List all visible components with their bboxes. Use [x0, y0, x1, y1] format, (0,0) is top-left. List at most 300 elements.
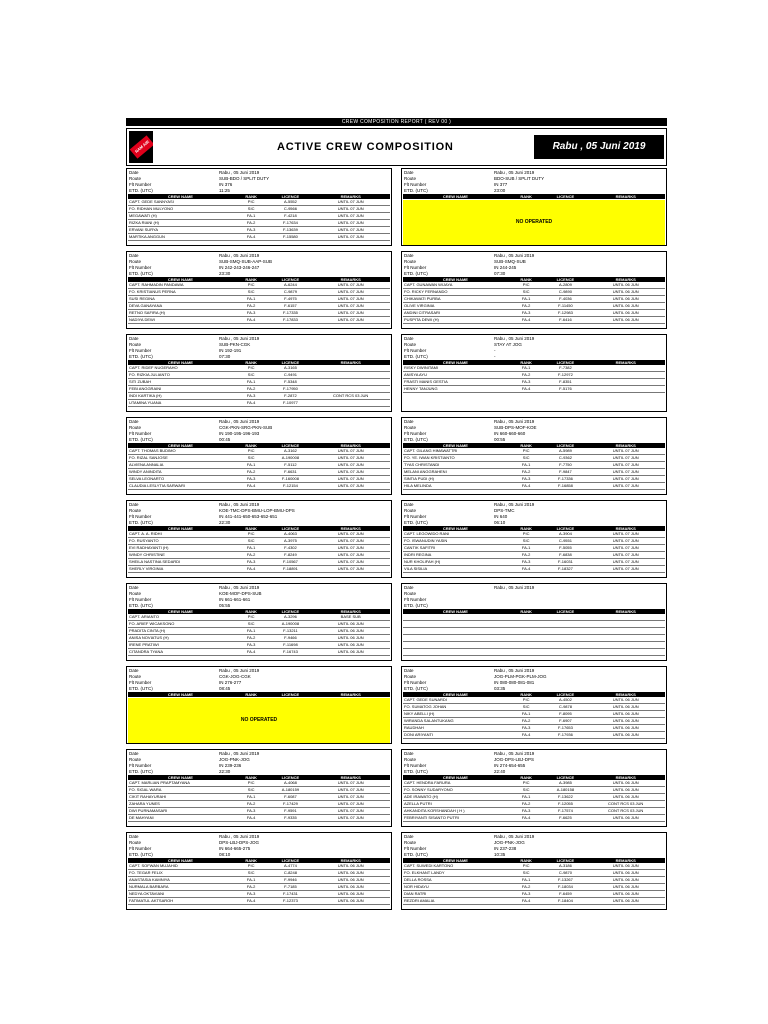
- crew-name: DONI ARIYANTI: [403, 732, 508, 739]
- crew-rank: PIC: [508, 448, 545, 455]
- crew-name: CAPT. GEDE SANNYASI: [128, 199, 233, 206]
- crew-name: SHERLY VIRGINIA: [128, 566, 233, 573]
- col-rank: RANK: [233, 526, 270, 531]
- crew-rank: FA-4: [233, 815, 270, 822]
- col-remarks: REMARKS: [311, 360, 390, 365]
- crew-licence: F-12983: [544, 310, 586, 317]
- info-label: Date: [404, 585, 414, 590]
- crew-rank: FA-3: [233, 476, 270, 483]
- crew-remarks: UNTIL 07 JUN: [311, 559, 390, 566]
- crew-rank: FA-3: [233, 642, 270, 649]
- flight-route: JOG-DPS-LBJ-DPS: [494, 757, 535, 762]
- crew-name: CIKIT RAHAYURAHI: [128, 794, 233, 801]
- flight-panel: [126, 666, 392, 744]
- crew-rank: SIC: [233, 289, 270, 296]
- crew-remarks: UNTIL 06 JUN: [586, 870, 665, 877]
- crew-licence: F-5112: [269, 462, 311, 469]
- flight-panel: [126, 334, 392, 412]
- info-label: Route: [404, 674, 417, 679]
- flight-number: IN 441-441-650-653-652-651: [219, 514, 278, 519]
- info-label: Flt Number: [129, 680, 152, 685]
- table-row: [128, 289, 390, 296]
- no-operated-banner: NO OPERATED: [403, 200, 665, 245]
- col-licence: LICENCE: [544, 526, 586, 531]
- flight-route: JOG-PLM-PGK-PLM-JOG: [494, 674, 547, 679]
- crew-rank: FA-2: [233, 552, 270, 559]
- crew-rank: [508, 621, 545, 628]
- table-row: [403, 296, 665, 303]
- crew-name: RETNO SAFIRA (H): [128, 310, 233, 317]
- crew-rank: [508, 649, 545, 656]
- crew-remarks: [586, 642, 665, 649]
- crew-remarks: UNTIL 06 JUN: [311, 635, 390, 642]
- crew-remarks: UNTIL 06 JUN: [311, 877, 390, 884]
- crew-rank: FA-2: [508, 884, 545, 891]
- crew-rank: FA-2: [508, 469, 545, 476]
- crew-name: CAPT. GILANG HIMAWATTRI: [403, 448, 508, 455]
- crew-rank: FA-2: [508, 552, 545, 559]
- crew-rank: FA-3: [233, 891, 270, 898]
- flight-date: Rabu , 05 Juni 2019: [219, 170, 260, 175]
- crew-table-header: [403, 194, 665, 199]
- flight-etd: 03:35: [494, 686, 506, 691]
- info-label: Route: [129, 840, 142, 845]
- crew-rank: PIC: [233, 448, 270, 455]
- flight-panel: [126, 749, 392, 827]
- flight-number: IN 237-238: [494, 846, 517, 851]
- crew-remarks: UNTIL 06 JUN: [586, 317, 665, 324]
- flight-route: DPS-LBJ-DPS-JOG: [219, 840, 260, 845]
- crew-name: [403, 628, 508, 635]
- crew-rank: PIC: [508, 531, 545, 538]
- crew-remarks: UNTIL 06 JUN: [311, 621, 390, 628]
- crew-rank: FA-3: [233, 227, 270, 234]
- table-row: [403, 310, 665, 317]
- crew-remarks: UNTIL 06 JUN: [586, 815, 665, 822]
- crew-remarks: UNTIL 07 JUN: [586, 545, 665, 552]
- info-label: Route: [404, 591, 417, 596]
- crew-name: FO. RICKY FERNANDO: [403, 289, 508, 296]
- crew-remarks: UNTIL 06 JUN: [586, 787, 665, 794]
- flight-date: Rabu , 05 Juni 2019: [219, 253, 260, 258]
- table-row: [403, 628, 665, 635]
- info-label: ETD. (UTC): [404, 686, 428, 691]
- crew-rank: PIC: [508, 780, 545, 787]
- crew-table: [128, 194, 390, 241]
- crew-rank: FA-3: [233, 808, 270, 815]
- crew-licence: [544, 628, 586, 635]
- crew-rank: PIC: [508, 282, 545, 289]
- info-label: Flt Number: [129, 514, 152, 519]
- crew-licence: A-180158: [544, 787, 586, 794]
- crew-remarks: UNTIL 07 JUN: [586, 566, 665, 573]
- col-licence: LICENCE: [544, 443, 586, 448]
- table-row: [128, 372, 390, 379]
- crew-licence: A-4068: [269, 780, 311, 787]
- flight-date: Rabu , 05 Juni 2019: [219, 585, 260, 590]
- crew-name: NURMALA BARBARA: [128, 884, 233, 891]
- table-row: [403, 787, 665, 794]
- info-label: ETD. (UTC): [404, 603, 428, 608]
- crew-remarks: UNTIL 06 JUN: [586, 282, 665, 289]
- crew-rank: FA-1: [508, 365, 545, 372]
- crew-licence: F-6907: [544, 718, 586, 725]
- crew-licence: F-18404: [544, 898, 586, 905]
- flight-etd: 23:00: [494, 188, 506, 193]
- crew-rank: [508, 635, 545, 642]
- crew-licence: F-12055: [544, 801, 586, 808]
- flight-info: [129, 253, 389, 277]
- crew-rank: FA-1: [233, 794, 270, 801]
- flight-route: JOG-PNK-JOG: [494, 840, 525, 845]
- flight-panel: [401, 666, 667, 744]
- crew-rank: FA-2: [233, 635, 270, 642]
- crew-licence: F-9466: [269, 635, 311, 642]
- info-label: Flt Number: [404, 846, 427, 851]
- crew-remarks: UNTIL 07 JUN: [311, 476, 390, 483]
- crew-licence: A-3904: [544, 531, 586, 538]
- table-row: [403, 386, 665, 393]
- crew-table: [128, 692, 390, 697]
- crew-name: NEDYA OKTAVIANI: [128, 891, 233, 898]
- crew-name: ANISYA AYU: [403, 372, 508, 379]
- crew-rank: FA-1: [233, 296, 270, 303]
- logo-text: NAM AIR: [133, 139, 151, 154]
- col-licence: LICENCE: [269, 609, 311, 614]
- crew-table: [128, 858, 390, 905]
- page-title: ACTIVE CREW COMPOSITION: [277, 141, 454, 153]
- crew-rank: SIC: [508, 289, 545, 296]
- info-label: Flt Number: [404, 597, 427, 602]
- crew-remarks: [586, 649, 665, 656]
- info-label: Flt Number: [129, 763, 152, 768]
- col-crew-name: CREW NAME: [403, 194, 508, 199]
- table-row: [403, 884, 665, 891]
- crew-remarks: [586, 628, 665, 635]
- crew-rank: SIC: [233, 455, 270, 462]
- crew-licence: A-3162: [269, 448, 311, 455]
- info-label: Flt Number: [404, 182, 427, 187]
- crew-name: WIRANDA SALANTUKANG: [403, 718, 508, 725]
- info-label: Route: [129, 259, 142, 264]
- col-crew-name: CREW NAME: [128, 609, 233, 614]
- no-operated-banner: NO OPERATED: [128, 698, 390, 743]
- crew-name: VILA SISILIA: [403, 566, 508, 573]
- crew-rank: FA-3: [508, 379, 545, 386]
- crew-licence: F-17429: [269, 801, 311, 808]
- table-row: [403, 642, 665, 649]
- crew-licence: A-3975: [269, 538, 311, 545]
- crew-licence: C-9551: [544, 538, 586, 545]
- crew-licence: F-8351: [544, 379, 586, 386]
- info-label: Date: [129, 502, 139, 507]
- crew-name: SELVA LEONARTO: [128, 476, 233, 483]
- table-row: [403, 469, 665, 476]
- crew-rank: FA-4: [508, 732, 545, 739]
- info-label: ETD. (UTC): [404, 520, 428, 525]
- crew-name: FO. ISWANUDIN YASIN: [403, 538, 508, 545]
- crew-licence: F-17833: [269, 317, 311, 324]
- col-rank: RANK: [508, 858, 545, 863]
- col-crew-name: CREW NAME: [128, 526, 233, 531]
- info-label: Date: [404, 834, 414, 839]
- table-row: [128, 462, 390, 469]
- crew-name: DE MAHYANI: [128, 815, 233, 822]
- crew-remarks: UNTIL 07 JUN: [311, 455, 390, 462]
- crew-name: CAPT. ARIANTO: [128, 614, 233, 621]
- info-label: ETD. (UTC): [404, 769, 428, 774]
- crew-remarks: [586, 372, 665, 379]
- info-label: Route: [404, 342, 417, 347]
- info-label: ETD. (UTC): [404, 354, 428, 359]
- table-row: [128, 877, 390, 884]
- crew-name: CLAUDIA LESLYTIA SARWARI: [128, 483, 233, 490]
- flight-route: STAY AT JOG: [494, 342, 522, 347]
- col-remarks: REMARKS: [311, 858, 390, 863]
- crew-remarks: UNTIL 07 JUN: [586, 462, 665, 469]
- flight-number: IN 242-243-246-247: [219, 265, 260, 270]
- col-rank: RANK: [233, 692, 270, 697]
- crew-rank: FA-3: [508, 476, 545, 483]
- crew-remarks: UNTIL 06 JUN: [311, 870, 390, 877]
- crew-remarks: UNTIL 07 JUN: [311, 234, 390, 241]
- crew-rank: SIC: [508, 704, 545, 711]
- crew-name: ANISA NOVIATUS (H): [128, 635, 233, 642]
- table-row: [128, 794, 390, 801]
- crew-name: CHIKAWATI PURBA: [403, 296, 508, 303]
- table-row: [403, 545, 665, 552]
- col-rank: RANK: [508, 277, 545, 282]
- crew-remarks: CONT RCS 03 JUN: [586, 808, 665, 815]
- crew-licence: A-3186: [544, 863, 586, 870]
- table-row: [403, 704, 665, 711]
- crew-licence: F-18891: [269, 566, 311, 573]
- flight-number: IN 080-080-081-081: [494, 680, 535, 685]
- crew-licence: F-9946: [269, 877, 311, 884]
- col-crew-name: CREW NAME: [128, 277, 233, 282]
- crew-remarks: UNTIL 06 JUN: [311, 642, 390, 649]
- flight-route: JOG-PNK-JOG: [219, 757, 250, 762]
- flight-number: IN 190-195-196-193: [219, 431, 260, 436]
- crew-name: DELLA ROSSA: [403, 877, 508, 884]
- table-row: [403, 303, 665, 310]
- info-label: Date: [129, 336, 139, 341]
- crew-licence: F-10977: [269, 400, 311, 407]
- crew-rank: [508, 642, 545, 649]
- col-remarks: REMARKS: [311, 775, 390, 780]
- crew-licence: F-16858: [544, 483, 586, 490]
- table-row: [128, 628, 390, 635]
- crew-rank: SIC: [233, 538, 270, 545]
- flight-panel: [401, 749, 667, 827]
- crew-licence: F-16031: [544, 559, 586, 566]
- table-row: [128, 884, 390, 891]
- report-title-bar: CREW COMPOSITION REPORT ( REV 00 ): [126, 118, 667, 126]
- col-remarks: REMARKS: [586, 692, 665, 697]
- col-licence: LICENCE: [269, 526, 311, 531]
- table-row: [128, 317, 390, 324]
- flight-etd: 08:10: [219, 852, 231, 857]
- crew-name: FO. TEGAR FELIX: [128, 870, 233, 877]
- crew-rank: FA-3: [233, 559, 270, 566]
- col-remarks: REMARKS: [586, 858, 665, 863]
- col-rank: RANK: [233, 775, 270, 780]
- crew-name: CAPT. THOMAS BUDIMO: [128, 448, 233, 455]
- col-crew-name: CREW NAME: [403, 526, 508, 531]
- crew-licence: F-6625: [544, 815, 586, 822]
- col-remarks: REMARKS: [586, 360, 665, 365]
- crew-licence: F-9591: [269, 808, 311, 815]
- crew-licence: C-9491: [269, 372, 311, 379]
- table-row: [128, 808, 390, 815]
- col-remarks: REMARKS: [311, 692, 390, 697]
- info-label: Route: [129, 508, 142, 513]
- crew-name: HENNY TANJUNG: [403, 386, 508, 393]
- flight-route: CGK-JOG-CGK: [219, 674, 251, 679]
- crew-name: ALVIENA ANNALIA: [128, 462, 233, 469]
- crew-licence: A-2809: [544, 282, 586, 289]
- crew-rank: FA-2: [233, 303, 270, 310]
- flight-etd: -: [494, 354, 496, 359]
- table-row: [403, 808, 665, 815]
- crew-licence: C-9890: [544, 289, 586, 296]
- info-label: Date: [404, 751, 414, 756]
- crew-licence: F-17950: [269, 386, 311, 393]
- col-licence: LICENCE: [544, 609, 586, 614]
- flight-info: [129, 585, 389, 609]
- crew-remarks: UNTIL 07 JUN: [311, 469, 390, 476]
- table-row: [403, 538, 665, 545]
- crew-licence: F-6416: [544, 317, 586, 324]
- col-crew-name: CREW NAME: [128, 692, 233, 697]
- flight-info: [404, 668, 664, 692]
- crew-licence: F-17431: [269, 891, 311, 898]
- info-label: Route: [404, 425, 417, 430]
- crew-name: AZELLA PUTRI: [403, 801, 508, 808]
- table-row: [403, 877, 665, 884]
- table-row: [128, 227, 390, 234]
- flight-date: Rabu , 05 Juni 2019: [219, 834, 260, 839]
- crew-name: HILA MELINDA: [403, 483, 508, 490]
- crew-rank: SIC: [233, 870, 270, 877]
- col-remarks: REMARKS: [586, 526, 665, 531]
- crew-name: TYAS CHRISTANDI: [403, 462, 508, 469]
- crew-licence: F-6459: [544, 891, 586, 898]
- col-remarks: REMARKS: [311, 194, 390, 199]
- col-crew-name: CREW NAME: [403, 360, 508, 365]
- crew-licence: F-4218: [269, 213, 311, 220]
- crew-name: [403, 642, 508, 649]
- flight-route: SUB-SMQ-SUB-AAP-SUB: [219, 259, 273, 264]
- report-date: Rabu , 05 Juni 2019: [534, 135, 664, 159]
- crew-licence: F-9847: [544, 469, 586, 476]
- crew-remarks: UNTIL 06 JUN: [586, 794, 665, 801]
- info-label: Flt Number: [404, 680, 427, 685]
- flight-date: Rabu , 05 Juni 2019: [219, 751, 260, 756]
- flight-date: Rabu , 05 Juni 2019: [494, 751, 535, 756]
- info-label: Route: [404, 259, 417, 264]
- crew-licence: F-10567: [269, 559, 311, 566]
- table-row: [128, 552, 390, 559]
- crew-name: CITANDRA TYANA: [128, 649, 233, 656]
- info-label: ETD. (UTC): [404, 437, 428, 442]
- crew-remarks: UNTIL 06 JUN: [586, 704, 665, 711]
- flight-panel: [401, 583, 667, 661]
- crew-name: DWI PURNAMASARI: [128, 808, 233, 815]
- crew-rank: FA-2: [233, 220, 270, 227]
- crew-name: CAPT. RIDEF NUGERAHO: [128, 365, 233, 372]
- crew-licence: [544, 621, 586, 628]
- table-row: [128, 393, 390, 400]
- crew-table: [403, 443, 665, 490]
- flight-panel: [401, 832, 667, 910]
- crew-remarks: UNTIL 07 JUN: [311, 808, 390, 815]
- crew-remarks: UNTIL 06 JUN: [311, 898, 390, 905]
- info-label: ETD. (UTC): [129, 271, 153, 276]
- col-licence: LICENCE: [269, 858, 311, 863]
- flight-number: -: [494, 348, 496, 353]
- crew-licence: F-8249: [269, 552, 311, 559]
- crew-name: CAPT. MARLIAN PRAPTAMYANA: [128, 780, 233, 787]
- flight-info: [129, 336, 389, 360]
- crew-table: [128, 775, 390, 822]
- info-label: Route: [404, 176, 417, 181]
- crew-licence: F-12154: [269, 483, 311, 490]
- table-row: [403, 483, 665, 490]
- airline-logo: [129, 131, 153, 163]
- crew-remarks: UNTIL 07 JUN: [586, 469, 665, 476]
- crew-remarks: UNTIL 06 JUN: [311, 863, 390, 870]
- col-licence: LICENCE: [544, 775, 586, 780]
- crew-name: FO. ELKHANT LANDY: [403, 870, 508, 877]
- flight-panel: [401, 251, 667, 329]
- crew-table: [403, 526, 665, 573]
- crew-rank: FA-1: [233, 877, 270, 884]
- flight-info: [404, 419, 664, 443]
- table-row: [128, 891, 390, 898]
- flight-route: CGK-PKN-SRG-PKN-SUB: [219, 425, 273, 430]
- crew-remarks: UNTIL 06 JUN: [311, 628, 390, 635]
- info-label: ETD. (UTC): [404, 852, 428, 857]
- crew-remarks: UNTIL 06 JUN: [311, 891, 390, 898]
- crew-remarks: UNTIL 07 JUN: [311, 794, 390, 801]
- crew-rank: FA-1: [233, 213, 270, 220]
- crew-rank: FA-3: [508, 310, 545, 317]
- crew-rank: FA-4: [508, 386, 545, 393]
- crew-remarks: UNTIL 06 JUN: [586, 877, 665, 884]
- crew-rank: FA-4: [233, 400, 270, 407]
- col-crew-name: CREW NAME: [403, 609, 508, 614]
- crew-name: FO. SIGAL WARA: [128, 787, 233, 794]
- table-row: [403, 801, 665, 808]
- crew-licence: C-9870: [544, 870, 586, 877]
- col-rank: RANK: [508, 775, 545, 780]
- col-licence: LICENCE: [269, 194, 311, 199]
- flight-date: Rabu , 05 Juni 2019: [494, 253, 535, 258]
- crew-name: FRASTI MANIS GESTIA: [403, 379, 508, 386]
- flight-date: Rabu , 05 Juni 2019: [494, 170, 535, 175]
- crew-rank: SIC: [508, 787, 545, 794]
- info-label: ETD. (UTC): [129, 188, 153, 193]
- col-crew-name: CREW NAME: [403, 277, 508, 282]
- flight-route: SUB-BDO / SPLIT DUTY: [219, 176, 270, 181]
- flight-number: IN 661-661-661: [219, 597, 251, 602]
- crew-rank: SIC: [508, 870, 545, 877]
- crew-licence: F-17335: [269, 310, 311, 317]
- table-row: [128, 898, 390, 905]
- crew-licence: F-2872: [269, 393, 311, 400]
- info-label: Flt Number: [404, 763, 427, 768]
